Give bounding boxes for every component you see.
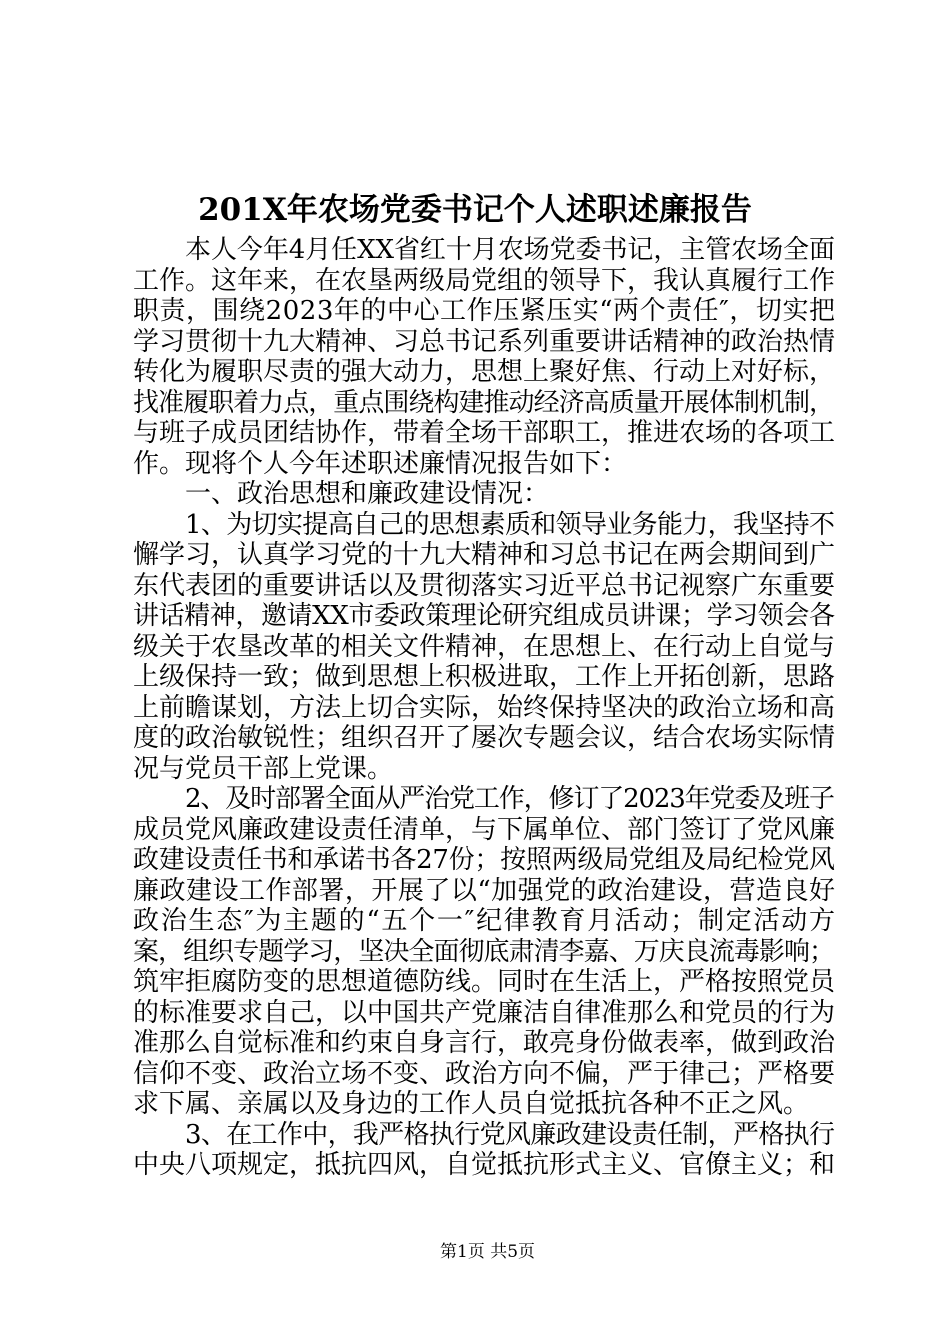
paragraph [133,235,835,479]
body-line: 转化为履职尽责的强大动力，思想上聚好焦、行动上对好标， [133,357,835,387]
body-line: 求下属、亲属以及身边的工作人员自觉抵抗各种不正之风。 [133,1089,810,1119]
paragraph [133,784,835,1120]
body-line: 政建设责任书和承诺书各27份；按照两级局党组及局纪检党风 [133,845,835,875]
body-line: 级关于农垦改革的相关文件精神，在思想上、在行动上自觉与 [133,631,835,662]
body-line: 况与党员干部上党课。 [133,753,394,784]
page-title: 201X年农场党委书记个人述职述廉报告 [198,192,752,228]
body-line: 找准履职着力点，重点围绕构建推动经济高质量开展体制机制， [133,387,835,418]
body-line: 政治生态″为主题的“五个一″纪律教育月活动；制定活动方 [133,906,837,936]
body-line: 懈学习，认真学习党的十九大精神和习总书记在两会期间到广 [133,540,835,570]
body-line: 成员党风廉政建设责任清单，与下属单位、部门签订了党风廉 [133,814,835,845]
body-line: 信仰不变、政治立场不变、政治方向不偏，严于律己；严格要 [133,1058,835,1089]
body-line: 度的政治敏锐性；组织召开了屡次专题会议，结合农场实际情 [133,723,835,753]
body-line: 中央八项规定，抵抗四风，自觉抵抗形式主义、官僚主义；和 [133,1150,835,1180]
document-body [133,235,835,1181]
body-line: 一、政治思想和廉政建设情况： [185,479,550,509]
body-line: 上前瞻谋划，方法上切合实际，始终保持坚决的政治立场和高 [133,692,835,723]
body-line: 与班子成员团结协作，带着全场干部职工，推进农场的各项工 [133,418,835,448]
section-heading [133,479,835,510]
body-line: 筑牢拒腐防变的思想道德防线。同时在生活上，严格按照党员 [133,967,835,997]
body-line: 作。现将个人今年述职述廉情况报告如下： [133,448,628,479]
paragraph [133,1120,835,1181]
body-line: 讲话精神，邀请XX市委政策理论研究组成员讲课；学习领会各 [133,601,835,631]
body-line: 2、及时部署全面从严治党工作，修订了2023年党委及班子 [185,784,834,814]
body-line: 职责，围绕2023年的中心工作压紧压实“两个责任″，切实把 [133,296,836,326]
body-line: 东代表团的重要讲话以及贯彻落实习近平总书记视察广东重要 [133,570,835,601]
body-line: 工作。这年来，在农垦两级局党组的领导下，我认真履行工作 [133,265,835,296]
body-line: 案，组织专题学习，坚决全面彻底肃清李嘉、万庆良流毒影响； [133,936,835,967]
body-line: 学习贯彻十九大精神、习总书记系列重要讲话精神的政治热情 [133,326,835,357]
body-line: 廉政建设工作部署，开展了以“加强党的政治建设，营造良好 [133,875,836,906]
body-line: 准那么自觉标准和约束自身言行，敢亮身份做表率，做到政治 [133,1028,835,1058]
page-footer: 第1页 共5页 [440,1242,536,1262]
body-line: 上级保持一致；做到思想上积极进取，工作上开拓创新，思路 [133,662,835,692]
body-line: 3、在工作中，我严格执行党风廉政建设责任制，严格执行 [185,1119,835,1150]
body-line: 的标准要求自己，以中国共产党廉洁自律准那么和党员的行为 [133,997,835,1028]
paragraph [133,510,835,785]
body-line: 1、为切实提高自己的思想素质和领导业务能力，我坚持不 [185,509,835,540]
body-line: 本人今年4月任XX省红十月农场党委书记，主管农场全面 [185,235,835,265]
